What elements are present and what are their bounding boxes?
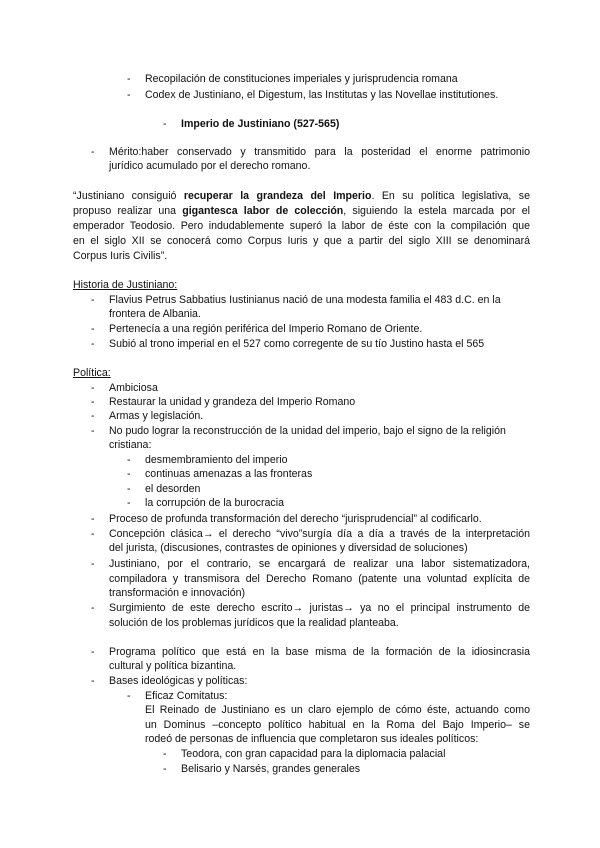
programa-line-1: Programa político que está en la base misma de la formación de la idiosincrasia xyxy=(109,646,530,658)
comitatus-line-3: rodeó de personas de influencia que completaron sus ideales políticos: xyxy=(145,733,479,745)
comitatus-line-2: un Dominus –concepto político habitual en la Roma del Bajo Imperio– se xyxy=(145,719,530,731)
bullet-dash: - xyxy=(127,89,131,101)
list-item: Codex de Justiniano, el Digestum, las Institutas y las Novellae institutiones. xyxy=(145,89,499,101)
merito-line-2: jurídico acumulado por el derecho romano. xyxy=(109,160,311,172)
list-item: Pertenecía a una región periférica del Imperio Romano de Oriente. xyxy=(109,323,423,335)
quote-bold: recuperar la grandeza del Imperio xyxy=(183,190,372,202)
list-item-cont: solución de los problemas jurídicos que la realidad planteaba. xyxy=(109,617,399,629)
list-item: No pudo lograr la reconstrucción de la unidad del imperio, bajo el signo de la religión xyxy=(109,425,506,437)
bullet-dash: - xyxy=(91,323,95,335)
bullet-dash: - xyxy=(163,118,167,130)
bullet-dash: - xyxy=(91,382,95,394)
list-item: Restaurar la unidad y grandeza del Imperio Romano xyxy=(109,396,356,408)
quote-text: . En su política legislativa, se xyxy=(371,190,530,202)
section-heading: Imperio de Justiniano (527-565) xyxy=(181,118,340,130)
bullet-dash: - xyxy=(127,690,131,702)
quote-bold: gigantesca labor de colección xyxy=(182,205,344,217)
quote-text: “Justiniano consiguió xyxy=(73,190,184,202)
list-item-cont: compiladora y transmisora del Derecho Romano (patente una voluntad explícita de xyxy=(109,573,530,585)
list-item: Surgimiento de este derecho escrito→ juristas→ ya no el principal instrumento de xyxy=(109,602,530,614)
person-item: Belisario y Narsés, grandes generales xyxy=(181,763,361,775)
merito-line-1: Mérito:haber conservado y transmitido para la posteridad el enorme patrimonio xyxy=(109,146,530,158)
bullet-dash: - xyxy=(91,410,95,422)
list-item: Concepción clásica→ el derecho “vivo”surgía día a día a través de la interpretación xyxy=(109,528,530,540)
person-item: Teodora, con gran capacidad para la diplomacia palacial xyxy=(181,748,446,760)
list-item: Armas y legislación. xyxy=(109,410,204,422)
programa-line-2: cultural y política bizantina. xyxy=(109,660,237,672)
list-item-cont: frontera de Albania. xyxy=(109,308,201,320)
bullet-dash: - xyxy=(127,483,131,495)
historia-title: Historia de Justiniano: xyxy=(73,279,178,291)
quote-line-3: emperador Teodosio. Pero indudablemente superó la labor de éste con la compilación que xyxy=(73,220,530,232)
list-item-cont: del jurista, (discusiones, contrastes de opiniones y diversidad de soluciones) xyxy=(109,542,468,554)
bullet-dash: - xyxy=(127,73,131,85)
quote-line-4: en el siglo XII se conocerá como Corpus Iuris y que a partir del siglo XIII se denominará xyxy=(73,235,530,247)
list-item: Ambiciosa xyxy=(109,382,158,394)
bullet-dash: - xyxy=(91,602,95,614)
list-item: Recopilación de constituciones imperiales y jurisprudencia romana xyxy=(145,73,458,85)
bullet-dash: - xyxy=(91,675,95,687)
bullet-dash: - xyxy=(91,396,95,408)
bullet-dash: - xyxy=(91,646,95,658)
bullet-dash: - xyxy=(91,146,95,158)
bullet-dash: - xyxy=(91,338,95,350)
list-item: Subió al trono imperial en el 527 como corregente de su tío Justino hasta el 565 xyxy=(109,338,485,350)
list-item: Proceso de profunda transformación del derecho “jurisprudencial” al codificarlo. xyxy=(109,513,482,525)
bullet-dash: - xyxy=(163,763,167,775)
bullet-dash: - xyxy=(127,497,131,509)
sub-item: continuas amenazas a las fronteras xyxy=(145,468,313,480)
bases-heading: Bases ideológicas y políticas: xyxy=(109,675,248,687)
quote-line-5: Corpus Iuris Civilis”. xyxy=(73,250,168,262)
list-item-cont: cristiana: xyxy=(109,439,152,451)
quote-line-1 xyxy=(73,190,530,204)
bullet-dash: - xyxy=(91,528,95,540)
bullet-dash: - xyxy=(127,468,131,480)
bullet-dash: - xyxy=(91,294,95,306)
quote-line-2 xyxy=(73,205,530,219)
bullet-dash: - xyxy=(91,513,95,525)
sub-item: desmembramiento del imperio xyxy=(145,454,288,466)
comitatus-heading: Eficaz Comitatus: xyxy=(145,690,228,702)
list-item-cont: transformación e innovación) xyxy=(109,587,246,599)
comitatus-line-1: El Reinado de Justiniano es un claro ejemplo de cómo éste, actuando como xyxy=(145,704,530,716)
list-item: Justiniano, por el contrario, se encargará de realizar una labor sistematizadora, xyxy=(109,558,530,570)
list-item: Flavius Petrus Sabbatius Iustinianus nació de una modesta familia el 483 d.C. en la xyxy=(109,294,501,306)
quote-text: , siguiendo la estela marcada por el xyxy=(343,205,530,217)
sub-item: la corrupción de la burocracia xyxy=(145,497,284,509)
politica-title: Política: xyxy=(73,367,111,379)
bullet-dash: - xyxy=(127,454,131,466)
bullet-dash: - xyxy=(163,748,167,760)
quote-text: propuso realizar una xyxy=(73,205,183,217)
bullet-dash: - xyxy=(91,558,95,570)
sub-item: el desorden xyxy=(145,483,201,495)
bullet-dash: - xyxy=(91,425,95,437)
